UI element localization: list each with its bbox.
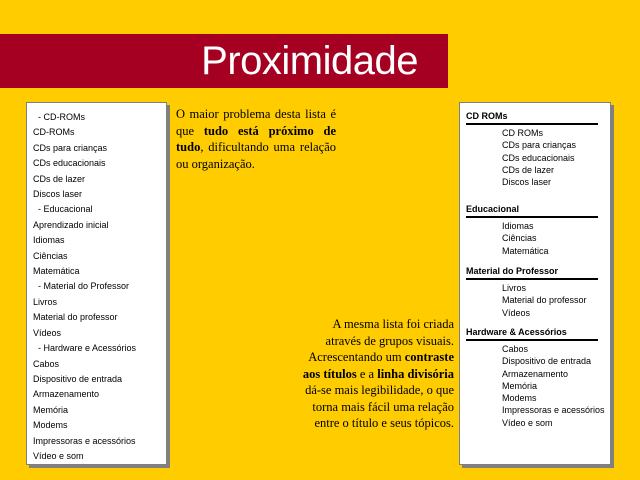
list-item: Material do professor: [33, 312, 118, 323]
group-items: [502, 127, 598, 188]
group-item: Vídeos: [502, 307, 531, 318]
group-hardware-acessorios: [466, 326, 605, 429]
grouped-list-panel: [459, 102, 611, 465]
list-item: Livros: [33, 296, 58, 307]
group-item: CDs para crianças: [502, 140, 577, 151]
list-item: - Educacional: [33, 204, 93, 215]
list-item: CDs de lazer: [33, 173, 86, 184]
group-item: CDs educacionais: [502, 152, 575, 163]
list-item: Dispositivo de entrada: [33, 373, 123, 384]
unorganized-list-panel: [26, 102, 167, 465]
unorganized-list: [27, 103, 166, 464]
group-item: Discos laser: [502, 177, 552, 188]
problem-text-bold: tudo está próximo de tudo: [176, 123, 336, 154]
solution-text-3: dá-se mais legibilidade, o que torna mais fácil uma relação entre o título e seus tópicos.: [305, 383, 454, 430]
solution-text-2: e a: [356, 366, 378, 381]
list-item: Armazenamento: [33, 389, 100, 400]
group-item: Impressoras e acessórios: [502, 405, 605, 416]
group-item: CD ROMs: [502, 128, 543, 138]
list-item: Impressoras e acessórios: [33, 435, 136, 446]
group-title: Educacional: [466, 204, 520, 214]
group-title: CD ROMs: [466, 111, 508, 121]
group-cd-roms: [466, 110, 598, 188]
list-item: Cabos: [33, 358, 60, 369]
list-item: Aprendizado inicial: [33, 219, 109, 230]
list-item: CDs educacionais: [33, 158, 106, 169]
list-item: Vídeos: [33, 327, 62, 338]
group-item: Idiomas: [502, 221, 534, 231]
problem-description: [176, 106, 336, 172]
list-item: Idiomas: [33, 235, 65, 246]
problem-text-2: , dificultando uma relação ou organização.: [176, 140, 336, 171]
group-divider: [466, 216, 598, 218]
list-item: Discos laser: [33, 189, 83, 200]
solution-text-bold-2: linha divisória: [377, 366, 454, 381]
list-item: - Hardware e Acessórios: [33, 343, 137, 354]
solution-text-1: A mesma lista foi criada através de grupos visuais. Acrescentando um: [308, 317, 454, 364]
group-item: Vídeo e som: [502, 417, 553, 428]
list-item: - Material do Professor: [33, 281, 130, 292]
group-items: [502, 343, 605, 429]
group-divider: [466, 278, 598, 280]
solution-description: [296, 316, 454, 432]
solution-text-bold-1: contraste aos títulos: [302, 350, 454, 381]
list-item: Memória: [33, 404, 69, 415]
group-items: [502, 282, 598, 319]
group-item: Matemática: [502, 245, 549, 256]
problem-text-1: O maior problema desta lista é que: [176, 107, 336, 138]
list-item: - CD-ROMs: [33, 112, 85, 122]
group-item: CDs de lazer: [502, 164, 555, 175]
list-item: Vídeo e som: [33, 450, 84, 461]
list-item: CD-ROMs: [33, 127, 75, 138]
group-divider: [466, 123, 598, 125]
group-item: Memória: [502, 380, 538, 391]
group-title: Material do Professor: [466, 266, 559, 276]
list-item: Matemática: [33, 266, 80, 277]
group-item: Armazenamento: [502, 368, 569, 379]
group-item: Livros: [502, 283, 527, 293]
list-item: CDs para crianças: [33, 142, 108, 153]
group-item: Dispositivo de entrada: [502, 356, 592, 367]
group-item: Ciências: [502, 233, 537, 244]
list-item: Modems: [33, 420, 68, 431]
title-bar: [0, 34, 448, 88]
list-item: Ciências: [33, 250, 68, 261]
group-item: Cabos: [502, 344, 529, 354]
group-title: Hardware & Acessórios: [466, 327, 567, 337]
group-educacional: [466, 203, 598, 257]
group-item: Material do professor: [502, 295, 587, 306]
slide-title: Proximidade: [201, 39, 418, 83]
group-material-professor: [466, 265, 598, 319]
group-divider: [466, 339, 598, 341]
group-item: Modems: [502, 393, 537, 404]
group-items: [502, 220, 598, 257]
